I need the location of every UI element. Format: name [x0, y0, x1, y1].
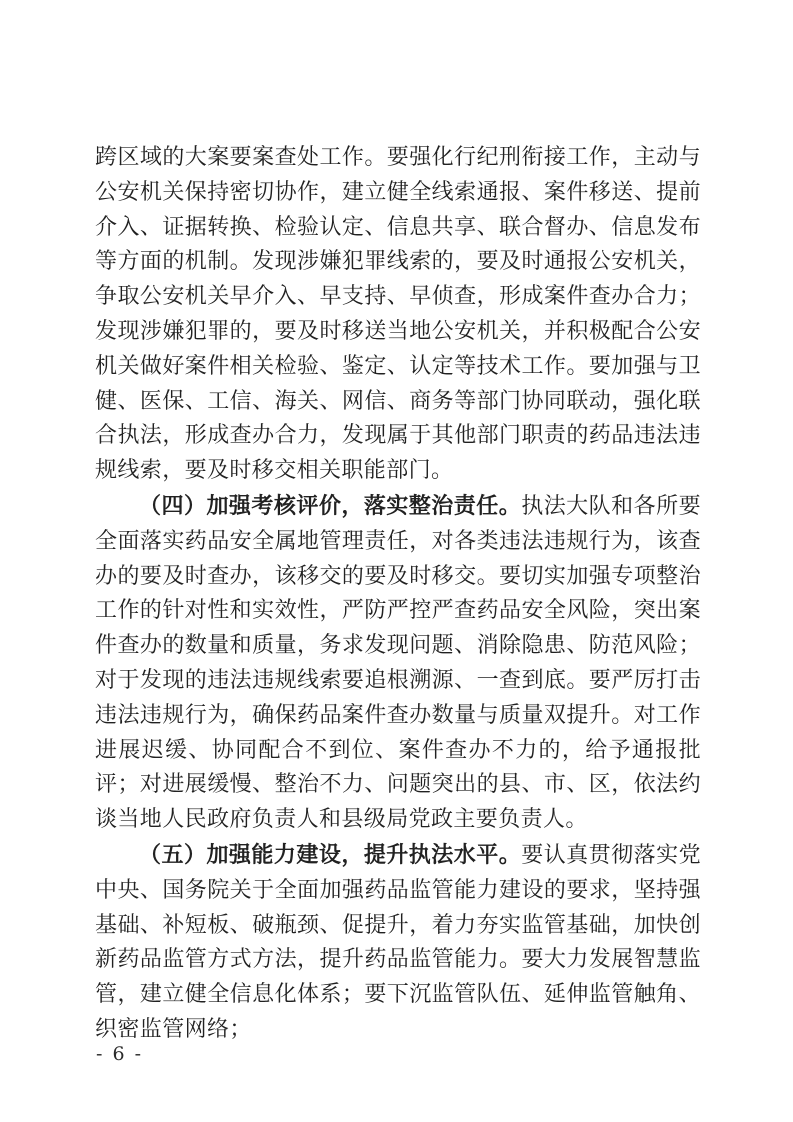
page-number: - 6 -: [96, 1043, 144, 1065]
paragraph-continuation: [95, 141, 701, 489]
document-body: [95, 141, 701, 1048]
paragraph-section-5: [95, 838, 701, 1048]
paragraph-text: 要认真贯彻落实党中央、国务院关于全面加强药品监管能力建设的要求，坚持强基础、补短板、破瓶颈、促提升，着力夯实监管基础，加快创新药品监管方式方法，提升药品监管能力。要大力发展智慧监管，建立健全信息化体系；要下沉监管队伍、延伸监管触角、织密监管网络；: [95, 842, 701, 1042]
paragraph-text: 执法大队和各所要全面落实药品安全属地管理责任，对各类违法违规行为，该查办的要及时查办，该移交的要及时移交。要切实加强专项整治工作的针对性和实效性，严防严控严查药品安全风险，突出案件查办的数量和质量，务求发现问题、消除隐患、防范风险；对于发现的违法违规线索要追根溯源、一查到底。要严厉打击违法违规行为，确保药品案件查办数量与质量双提升。对工作进展迟缓、协同配合不到位、案件查办不力的，给予通报批评；对进展缓慢、整治不力、问题突出的县、市、区，依法约谈当地人民政府负责人和县级局党政主要负责人。: [95, 493, 701, 833]
paragraph-text: 跨区域的大案要案查处工作。要强化行纪刑衔接工作，主动与公安机关保持密切协作，建立健全线索通报、案件移送、提前介入、证据转换、检验认定、信息共享、联合督办、信息发布等方面的机制。发现涉嫌犯罪线索的，要及时通报公安机关，争取公安机关早介入、早支持、早侦查，形成案件查办合力；发现涉嫌犯罪的，要及时移送当地公安机关，并积极配合公安机关做好案件相关检验、鉴定、认定等技术工作。要加强与卫健、医保、工信、海关、网信、商务等部门协同联动，强化联合执法，形成查办合力，发现属于其他部门职责的药品违法违规线索，要及时移交相关职能部门。: [95, 145, 701, 484]
section-5-heading: （五）加强能力建设，提升执法水平。: [139, 841, 522, 868]
paragraph-section-4: [95, 489, 701, 838]
section-4-heading: （四）加强考核评价，落实整治责任。: [139, 492, 522, 519]
